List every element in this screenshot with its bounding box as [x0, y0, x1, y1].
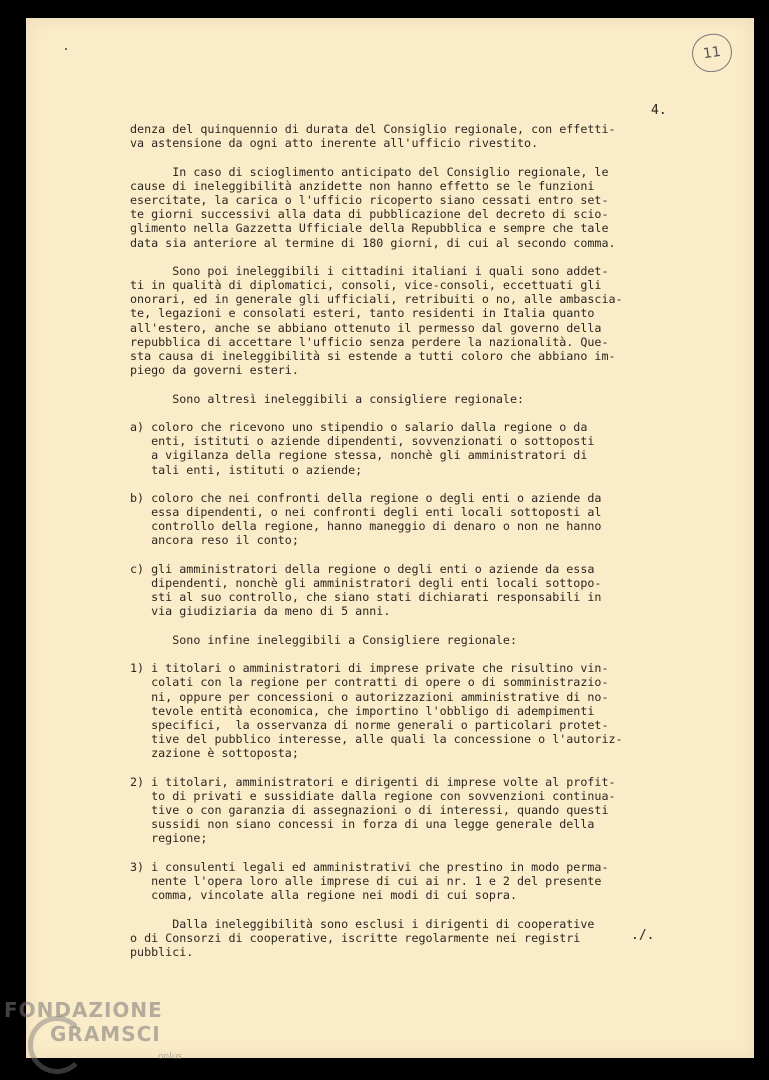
text-line: 1) i titolari o amministratori di imprese private che risultino vin-: [130, 661, 609, 676]
text-line: to di privati e sussidiate dalla regione con sovvenzioni continua-: [130, 788, 616, 803]
text-line: o di Consorzi di cooperative, iscritte regolarmente nei registri: [130, 930, 581, 945]
text-line: zazione è sottoposta;: [130, 746, 299, 761]
text-line: te, legazioni e consolati esteri, tanto residenti in Italia quanto: [130, 306, 595, 321]
text-line: specifici, la osservanza di norme generali o particolari protet-: [130, 717, 609, 732]
text-line: piego da governi esteri.: [130, 363, 299, 378]
page-number: 4.: [651, 103, 667, 118]
blank-line: [130, 902, 623, 916]
text-line: repubblica di accettare l'ufficio senza perdere la nazionalità. Que-: [130, 334, 609, 349]
text-line: pubblici.: [130, 944, 194, 959]
text-line: b) coloro che nei confronti della regione o degli enti o aziende da: [130, 490, 602, 505]
watermark-line3: onlus: [158, 1052, 183, 1062]
blank-line: [130, 846, 623, 860]
text-line: glimento nella Gazzetta Ufficiale della Repubblica e sempre che tale: [130, 221, 609, 236]
text-line: dipendenti, nonchè gli amministratori degli enti locali sottopo-: [130, 576, 602, 590]
text-line: colati con la regione per contratti di opere o di somministrazio-: [130, 675, 609, 690]
text-line: onorari, ed in generale gli ufficiali, retribuiti o no, alle ambascia-: [130, 292, 623, 307]
text-line: sta causa di ineleggibilità si estende a tutti coloro che abbiano im-: [130, 349, 616, 363]
blank-line: [130, 760, 623, 774]
text-line: va astensione da ogni atto inerente all'ufficio rivestito.: [130, 136, 539, 151]
text-line: Sono infine ineleggibili a Consigliere regionale:: [130, 632, 518, 647]
text-line: ti in qualità di diplomatici, consoli, vice-consoli, eccettuati gli: [130, 278, 602, 293]
blank-line: [130, 647, 623, 661]
blank-line: [130, 250, 623, 264]
text-line: a) coloro che ricevono uno stipendio o salario dalla regione o da: [130, 419, 588, 434]
text-line: all'estero, anche se abbiano ottenuto il permesso dal governo della: [130, 320, 602, 335]
blank-line: [130, 619, 623, 633]
paper-mark: [65, 48, 67, 50]
text-line: ancora reso il conto;: [130, 533, 299, 548]
blank-line: [130, 548, 623, 562]
text-line: tive del pubblico interesse, alle quali la concessione o l'autoriz-: [130, 732, 623, 747]
text-line: Sono poi ineleggibili i cittadini italiani i quali sono addet-: [130, 263, 609, 278]
watermark-line1: FONDAZIONE: [4, 998, 163, 1022]
text-line: enti, istituti o aziende dipendenti, sovvenzionati o sottoposti: [130, 434, 595, 449]
text-line: a vigilanza della regione stessa, nonchè gli amministratori di: [130, 448, 588, 463]
blank-line: [130, 406, 623, 420]
text-line: ni, oppure per concessioni o autorizzazioni amministrative di no-: [130, 689, 609, 704]
text-line: In caso di scioglimento anticipato del Consiglio regionale, le: [130, 164, 609, 179]
blank-line: [130, 377, 623, 391]
text-line: te giorni successivi alla data di pubblicazione del decreto di scio-: [130, 207, 609, 222]
text-line: tali enti, istituti o aziende;: [130, 462, 363, 477]
text-line: regione;: [130, 831, 208, 846]
blank-line: [130, 150, 623, 164]
text-line: tevole entità economica, che importino l'obbligo di adempimenti: [130, 703, 595, 718]
text-line: denza del quinquennio di durata del Consiglio regionale, con effetti-: [130, 122, 616, 136]
text-line: tive o con garanzia di assegnazioni o di interessi, quando questi: [130, 803, 609, 817]
continuation-mark: ./.: [631, 928, 655, 943]
blank-line: [130, 477, 623, 491]
text-line: controllo della regione, hanno maneggio di denaro o non ne hanno: [130, 519, 602, 534]
text-line: Sono altresì ineleggibili a consigliere regionale:: [130, 391, 525, 406]
watermark-line2: GRAMSCI: [50, 1022, 161, 1046]
text-line: via giudiziaria da meno di 5 anni.: [130, 604, 391, 619]
text-line: essa dipendenti, o nei confronti degli enti locali sottoposti al: [130, 505, 602, 520]
text-line: sussidi non siano concessi in forza di una legge generale della: [130, 817, 595, 832]
text-line: comma, vincolate alla regione nei modi di cui sopra.: [130, 888, 518, 903]
text-line: 3) i consulenti legali ed amministrativi che prestino in modo perma-: [130, 859, 609, 874]
text-line: esercitate, la carica o l'ufficio ricoperto siano cessati entro set-: [130, 192, 609, 207]
text-line: 2) i titolari, amministratori e dirigenti di imprese volte al profit-: [130, 774, 616, 789]
text-line: c) gli amministratori della regione o degli enti o aziende da essa: [130, 561, 595, 576]
stamp-number: 11: [702, 43, 722, 63]
text-line: sti al suo controllo, che siano stati dichiarati responsabili in: [130, 590, 602, 605]
text-line: data sia anteriore al termine di 180 giorni, di cui al secondo comma.: [130, 235, 616, 250]
text-line: cause di ineleggibilità anzidette non hanno effetto se le funzioni: [130, 178, 595, 193]
text-line: Dalla ineleggibilità sono esclusi i dirigenti di cooperative: [130, 916, 595, 931]
text-line: nente l'opera loro alle imprese di cui ai nr. 1 e 2 del presente: [130, 873, 602, 888]
document-body: [130, 122, 623, 959]
